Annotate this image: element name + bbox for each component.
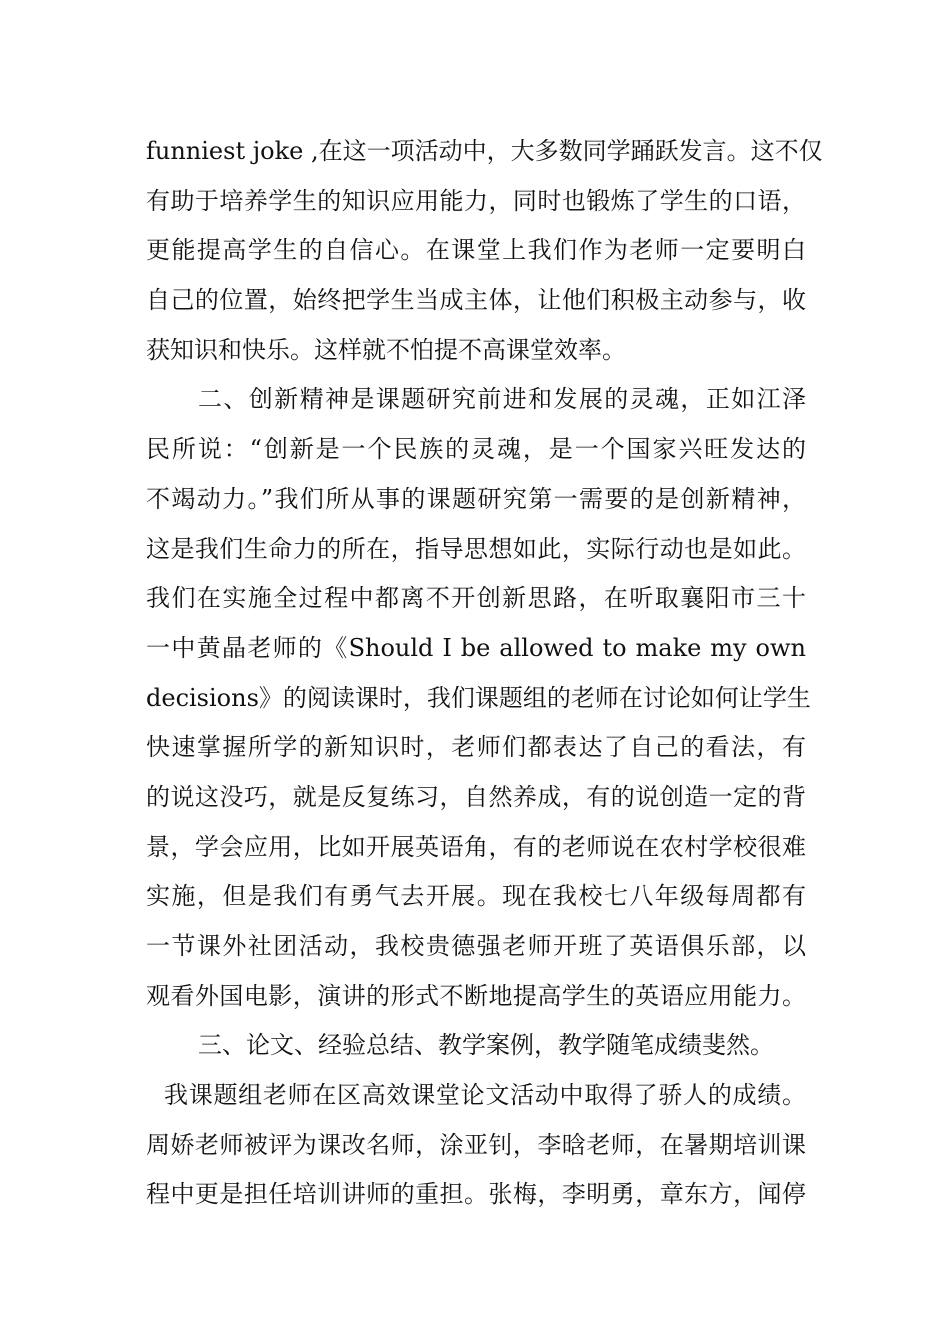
text-line: 一中黄晶老师的《Should I be allowed to make my own (146, 633, 806, 662)
text-line: 观看外国电影，演讲的形式不断地提高学生的英语应用能力。 (146, 981, 806, 1010)
text-line: 我课题组老师在区高效课堂论文活动中取得了骄人的成绩。 (164, 1081, 806, 1110)
text-line: decisions》的阅读课时，我们课题组的老师在讨论如何让学生 (146, 683, 811, 712)
text-line: 获知识和快乐。这样就不怕提不高课堂效率。 (146, 335, 626, 364)
text-line: 周娇老师被评为课改名师，涂亚钊，李晗老师，在暑期培训课 (146, 1130, 806, 1159)
text-line: funniest joke ,在这一项活动中，大多数同学踊跃发言。这不仅 (146, 137, 823, 165)
text-line: 快速掌握所学的新知识时，老师们都表达了自己的看法，有 (146, 733, 806, 762)
text-line: 民所说：“创新是一个民族的灵魂，是一个国家兴旺发达的 (146, 435, 806, 464)
text-line: 程中更是担任培训讲师的重担。张梅，李明勇，章东方，闻停 (146, 1180, 806, 1209)
text-line: 实施，但是我们有勇气去开展。现在我校七八年级每周都有 (146, 882, 806, 911)
text-line: 这是我们生命力的所在，指导思想如此，实际行动也是如此。 (146, 534, 806, 563)
text-line: 一节课外社团活动，我校贵德强老师开班了英语俱乐部，以 (146, 932, 806, 960)
text-line: 我们在实施全过程中都离不开创新思路，在听取襄阳市三十 (146, 584, 806, 613)
text-line: 自己的位置，始终把学生当成主体，让他们积极主动参与，收 (146, 286, 806, 315)
document-body (146, 127, 823, 1220)
text-line: 不竭动力。”我们所从事的课题研究第一需要的是创新精神， (146, 484, 806, 513)
text-line: 更能提高学生的自信心。在课堂上我们作为老师一定要明白 (146, 236, 806, 265)
text-line: 景，学会应用，比如开展英语角，有的老师说在农村学校很难 (146, 832, 806, 861)
section-heading-line: 二、创新精神是课题研究前进和发展的灵魂，正如江泽 (198, 385, 806, 414)
text-line: 有助于培养学生的知识应用能力，同时也锻炼了学生的口语， (146, 186, 806, 215)
text-line: 的说这没巧，就是反复练习，自然养成，有的说创造一定的背 (146, 782, 806, 811)
section-heading-line: 三、论文、经验总结、教学案例，教学随笔成绩斐然。 (198, 1031, 774, 1060)
